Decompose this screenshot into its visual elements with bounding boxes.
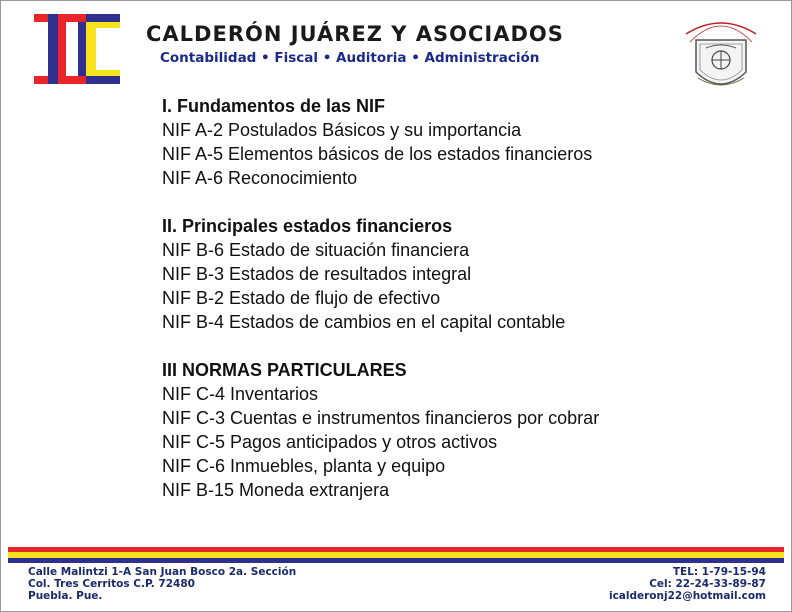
cell-line: Cel: 22-24-33-89-87 bbox=[649, 578, 766, 590]
nif-content bbox=[162, 94, 599, 526]
list-item: NIF B-15 Moneda extranjera bbox=[162, 480, 390, 500]
list-item: NIF C-6 Inmuebles, planta y equipo bbox=[162, 456, 446, 476]
footer-stripe-blue bbox=[8, 558, 784, 563]
section-title: I. Fundamentos de las NIF bbox=[162, 96, 386, 116]
section-normas-particulares bbox=[162, 358, 599, 502]
list-item: NIF B-4 Estados de cambios en el capital contable bbox=[162, 312, 566, 332]
section-title: II. Principales estados financieros bbox=[162, 216, 453, 236]
firm-tagline: Contabilidad • Fiscal • Auditoria • Administración bbox=[160, 50, 540, 66]
list-item: NIF A-5 Elementos básicos de los estados financieros bbox=[162, 144, 593, 164]
address-line: Puebla. Pue. bbox=[28, 590, 103, 602]
phone-line: TEL: 1-79-15-94 bbox=[672, 566, 766, 578]
list-item: NIF A-6 Reconocimiento bbox=[162, 168, 358, 188]
footer-address bbox=[28, 566, 296, 602]
list-item: NIF B-6 Estado de situación financiera bbox=[162, 240, 470, 260]
list-item: NIF B-3 Estados de resultados integral bbox=[162, 264, 472, 284]
benemerita-seal-icon bbox=[676, 12, 766, 102]
list-item: NIF C-4 Inventarios bbox=[162, 384, 319, 404]
footer-contact bbox=[609, 566, 766, 602]
cja-logo-icon bbox=[34, 14, 124, 84]
list-item: NIF C-3 Cuentas e instrumentos financieros por cobrar bbox=[162, 408, 600, 428]
list-item: NIF B-2 Estado de flujo de efectivo bbox=[162, 288, 441, 308]
section-estados-financieros bbox=[162, 214, 599, 334]
address-line: Calle Malintzi 1-A San Juan Bosco 2a. Sección bbox=[28, 566, 297, 578]
section-fundamentos bbox=[162, 94, 599, 190]
address-line: Col. Tres Cerritos C.P. 72480 bbox=[28, 578, 195, 590]
email-link[interactable]: icalderonj22@hotmail.com bbox=[608, 590, 766, 602]
list-item: NIF A-2 Postulados Básicos y su importancia bbox=[162, 120, 522, 140]
section-title: III NORMAS PARTICULARES bbox=[162, 360, 407, 380]
firm-name: CALDERÓN JUÁREZ Y ASOCIADOS bbox=[146, 22, 564, 46]
list-item: NIF C-5 Pagos anticipados y otros activos bbox=[162, 432, 498, 452]
